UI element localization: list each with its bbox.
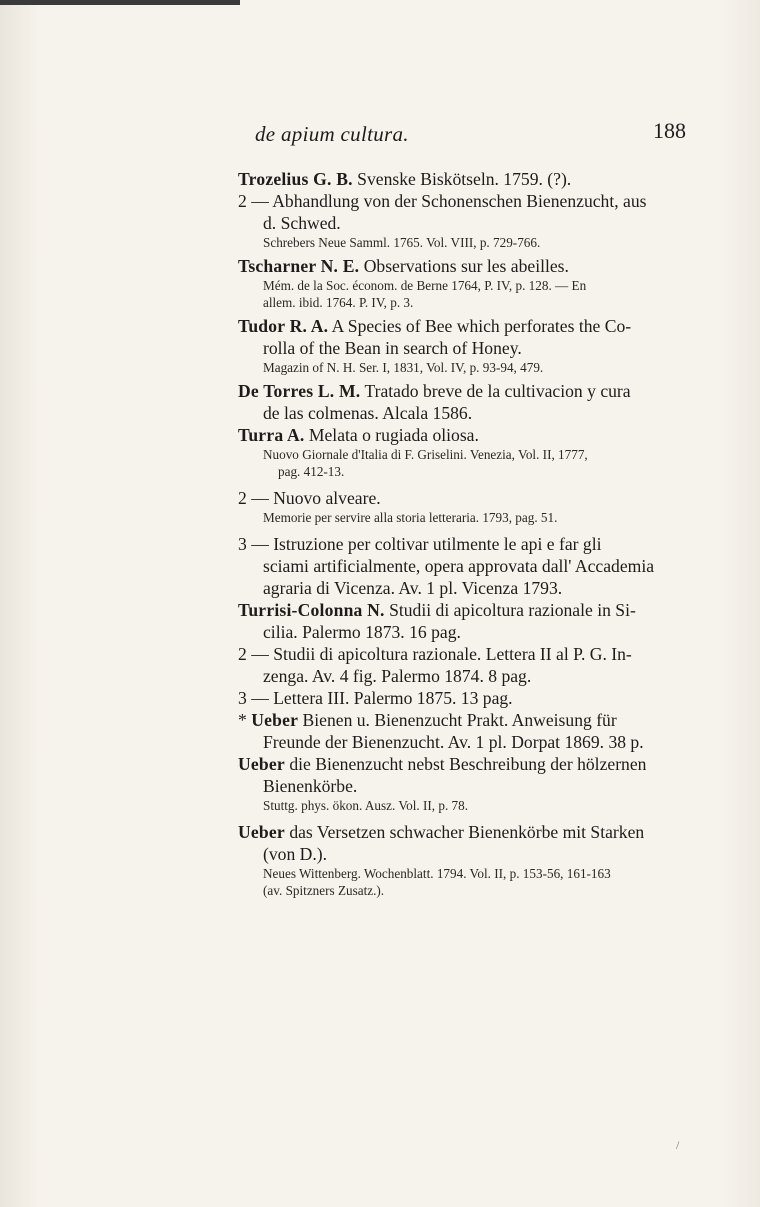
page-number: 188: [653, 118, 686, 143]
entry-title: Svenske Biskötseln. 1759. (?).: [357, 169, 572, 189]
entry-turra-3: [238, 533, 708, 599]
page-edge-shadow: [0, 0, 240, 5]
footer-mark: /: [676, 1138, 680, 1152]
entry-citation: Memorie per servire alla storia letteraria. 1793, pag. 51.: [263, 510, 558, 525]
entry-author: Ueber: [238, 754, 285, 774]
entry-title-continued: d. Schwed.: [263, 213, 341, 233]
entry-author: Turra A.: [238, 425, 305, 445]
running-title: de apium cultura.: [255, 122, 409, 146]
entry-title-continued: Bienenkörbe.: [263, 776, 358, 796]
entry-title-continued: agraria di Vicenza. Av. 1 pl. Vicenza 1793.: [263, 578, 563, 598]
entry-citation-continued: (av. Spitzners Zusatz.).: [263, 883, 385, 898]
entry-citation: Nuovo Giornale d'Italia di F. Griselini. Venezia, Vol. II, 1777,: [263, 447, 588, 462]
entry-title: 2 — Nuovo alveare.: [238, 488, 381, 508]
entry-turra: [238, 424, 708, 480]
entry-turrisi-colonna-2: [238, 643, 708, 687]
entry-title: Tratado breve de la cultivacion y cura: [364, 381, 631, 401]
entry-title-continued: rolla of the Bean in search of Honey.: [263, 338, 522, 358]
bibliography-list: [238, 168, 708, 899]
entry-title: 3 — Lettera III. Palermo 1875. 13 pag.: [238, 688, 513, 708]
page-header: [0, 118, 760, 154]
entry-citation: Stuttg. phys. ökon. Ausz. Vol. II, p. 78.: [263, 798, 469, 813]
entry-title: 3 — Istruzione per coltivar utilmente le api e far gli: [238, 534, 602, 554]
entry-citation: Neues Wittenberg. Wochenblatt. 1794. Vol. II, p. 153-56, 161-163: [263, 866, 611, 881]
entry-title: Observations sur les abeilles.: [363, 256, 569, 276]
entry-marker: *: [238, 710, 247, 730]
entry-author: Tudor R. A.: [238, 316, 329, 336]
entry-title-continued: zenga. Av. 4 fig. Palermo 1874. 8 pag.: [263, 666, 532, 686]
entry-ueber-3: [238, 821, 708, 899]
entry-title: A Species of Bee which perforates the Co-: [331, 316, 632, 336]
entry-citation: Magazin of N. H. Ser. I, 1831, Vol. IV, p. 93-94, 479.: [263, 360, 544, 375]
entry-author: Ueber: [251, 710, 299, 730]
entry-ueber-1: [238, 709, 708, 753]
entry-author: Turrisi-Colonna N.: [238, 600, 385, 620]
entry-author: De Torres L. M.: [238, 381, 361, 401]
entry-citation: Mém. de la Soc. économ. de Berne 1764, P. IV, p. 128. — En: [263, 278, 587, 293]
entry-author: Trozelius G. B.: [238, 169, 353, 189]
entry-de-torres: [238, 380, 708, 424]
entry-author: Tscharner N. E.: [238, 256, 360, 276]
entry-author: Ueber: [238, 822, 285, 842]
entry-title-continued: (von D.).: [263, 844, 328, 864]
entry-trozelius: [238, 168, 708, 190]
entry-tudor: [238, 315, 708, 376]
entry-title-continued: sciami artificialmente, opera approvata dall' Accademia: [263, 556, 655, 576]
entry-title-continued: Freunde der Bienenzucht. Av. 1 pl. Dorpat 1869. 38 p.: [263, 732, 644, 752]
entry-title: die Bienenzucht nebst Beschreibung der hölzernen: [289, 754, 647, 774]
entry-title-continued: de las colmenas. Alcala 1586.: [263, 403, 473, 423]
entry-citation-continued: pag. 412-13.: [278, 464, 345, 479]
entry-trozelius-2: [238, 190, 708, 251]
entry-ueber-2: [238, 753, 708, 814]
entry-title-continued: cilia. Palermo 1873. 16 pag.: [263, 622, 461, 642]
entry-title: Melata o rugiada oliosa.: [308, 425, 479, 445]
entry-citation: Schrebers Neue Samml. 1765. Vol. VIII, p. 729-766.: [263, 235, 541, 250]
entry-turrisi-colonna-3: [238, 687, 708, 709]
entry-turra-2: [238, 487, 708, 526]
entry-title: Bienen u. Bienenzucht Prakt. Anweisung für: [302, 710, 617, 730]
entry-title: das Versetzen schwacher Bienenkörbe mit Starken: [289, 822, 645, 842]
entry-title: Studii di apicoltura razionale in Si-: [389, 600, 636, 620]
entry-turrisi-colonna: [238, 599, 708, 643]
entry-title: 2 — Studii di apicoltura razionale. Lettera II al P. G. In-: [238, 644, 632, 664]
entry-title: 2 — Abhandlung von der Schonenschen Bienenzucht, aus: [238, 191, 647, 211]
entry-citation-continued: allem. ibid. 1764. P. IV, p. 3.: [263, 295, 414, 310]
entry-tscharner: [238, 255, 708, 311]
